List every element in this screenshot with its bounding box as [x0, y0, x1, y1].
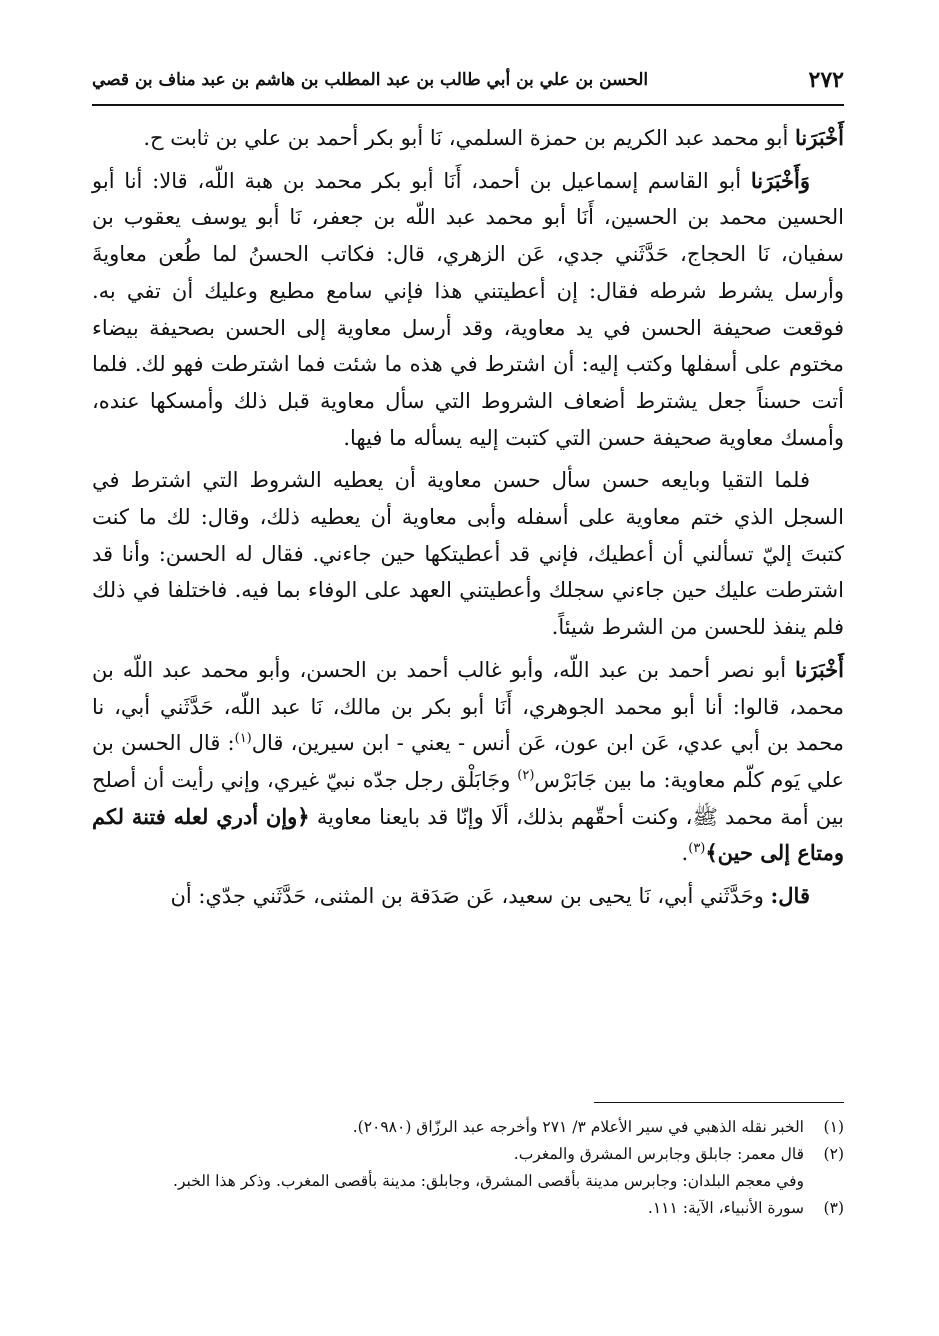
footnote-text: سورة الأنبياء، الآية: ١١١. [647, 1199, 804, 1217]
paragraph-lead: أَخْبَرَنا [795, 656, 844, 682]
paragraph-text: : قال الحسن بن علي يَوم كلّم معاوية: ما بين جَابَرْس [92, 731, 844, 792]
quran-quote: ﴿وإن أدري لعله فتنة لكم ومتاع إلى حين﴾ [92, 803, 844, 866]
paragraph-text: أبو نصر أحمد بن عبد اللّه، وأبو غالب أحمد بن الحسن، وأبو محمد عبد اللّه بن محمد، قالوا: أنا أبو محمد الجوهري، أَنَا أبو بكر بن مالك، نَا عبد اللّه، حَدَّثَني أبي، نا محمد بن أبي عدي، عَن ابن عون، عَن أنس - يعني - ابن سيرين، قال [92, 657, 844, 756]
running-title: الحسن بن علي بن أبي طالب بن عبد المطلب بن هاشم بن عبد مناف بن قصي [92, 70, 649, 90]
footnote-divider [594, 1102, 844, 1103]
paragraph-2 [92, 163, 844, 457]
paragraph-lead: قال: [770, 883, 810, 909]
footnote-1 [92, 1114, 844, 1141]
paragraph-3 [92, 462, 844, 646]
paragraph-text: وحَدَّثَني أبي، نَا يحيى بن سعيد، عَن صَدَقة بن المثنى، حَدَّثَني جدّي: أن [170, 884, 764, 909]
paragraph-text: أبو القاسم إسماعيل بن أحمد، أَنَا أبو بكر محمد بن هبة اللّه، قالا: أنا أبو الحسين محمد بن الحسين، أَنَا أبو محمد عبد اللّه بن جعفر، نَا أبو يوسف يعقوب بن سفيان، نَا الحجاج، حَدَّثَني جدي، عَن الزهري، قال: فكاتب الحسنُ لما طُعن معاويةَ وأرسل يشرط شرطه فقال: إن أعطيتني هذا فإني سامع مطيع وعليك أن تفي به. فوقعت صحيفة الحسن في يد معاوية، وقد أرسل معاوية إلى الحسن بصحيفة بيضاء مختوم على أسفلها وكتب إليه: أن اشترط في هذه ما شئت فما اشترطت فهو لك. فلما أتت حسناً جعل يشترط أضعاف الشروط التي سأل معاوية قبل ذلك وأمسكها عنده، وأمسك معاوية صحيفة حسن التي كتبت إليه يسأله ما فيها. [92, 168, 844, 450]
footnote-3 [92, 1195, 844, 1222]
paragraph-text: . [681, 841, 689, 866]
paragraph-4 [92, 652, 844, 872]
footnote-2 [92, 1141, 844, 1168]
footnote-text: قال معمر: جابلق وجابرس المشرق والمغرب. [513, 1145, 804, 1163]
footnote-ref-2[interactable]: (٢) [517, 767, 535, 783]
paragraph-text: أبو محمد عبد الكريم بن حمزة السلمي، نَا أبو بكر أحمد بن علي بن ثابت ح. [143, 126, 789, 150]
paragraph-1 [92, 120, 844, 157]
footnote-number: (٣) [823, 1199, 844, 1217]
page-header [92, 58, 844, 102]
paragraph-5 [92, 878, 844, 915]
footnotes [92, 1114, 844, 1222]
footnote-2-continued [92, 1168, 844, 1195]
paragraph-lead: أَخْبَرَنا [795, 125, 844, 150]
footnote-number: (١) [823, 1118, 844, 1136]
paragraph-lead: وَأَخْبَرَنا [750, 167, 810, 193]
footnote-ref-3[interactable]: (٣) [688, 841, 706, 857]
footnote-text: الخبر نقله الذهبي في سير الأعلام ٣/ ٢٧١ وأخرجه عبد الرزّاق (٢٠٩٨٠). [352, 1118, 804, 1136]
paragraph-text: فلما التقيا وبايعه حسن سأل حسن معاوية أن يعطيه الشروط التي اشترط في السجل الذي ختم معاوية على أسفله وأبى معاوية أن يعطيه ذلك، وقال: لك ما كنت كتبتَ إليّ تسألني أن أعطيك، فإني قد أعطيتكها حين جاءني. فقال له الحسن: وأنا قد اشترطت عليك حين جاءني سجلك وأعطيتني العهد على الوفاء بما فيه. فاختلفا في ذلك فلم ينفذ للحسن من الشرط شيئاً. [92, 468, 844, 640]
page-number: ٢٧٢ [808, 67, 844, 93]
footnote-number: (٢) [823, 1145, 844, 1163]
footnote-ref-1[interactable]: (١) [234, 731, 252, 747]
footnote-text: وفي معجم البلدان: وجابرس مدينة بأقصى المشرق، وجابلق: مدينة بأقصى المغرب. وذكر هذا الخبر. [173, 1172, 804, 1190]
header-divider [92, 104, 844, 106]
paragraph-text: وجَابَلْق رجل جدّه نبيّ غيري، وإني رأيت أن أصلح بين أمة محمد ﷺ، وكنت أحقّهم بذلك، ألَا وإنّا قد بايعنا معاوية [92, 767, 844, 829]
main-text [92, 120, 844, 921]
